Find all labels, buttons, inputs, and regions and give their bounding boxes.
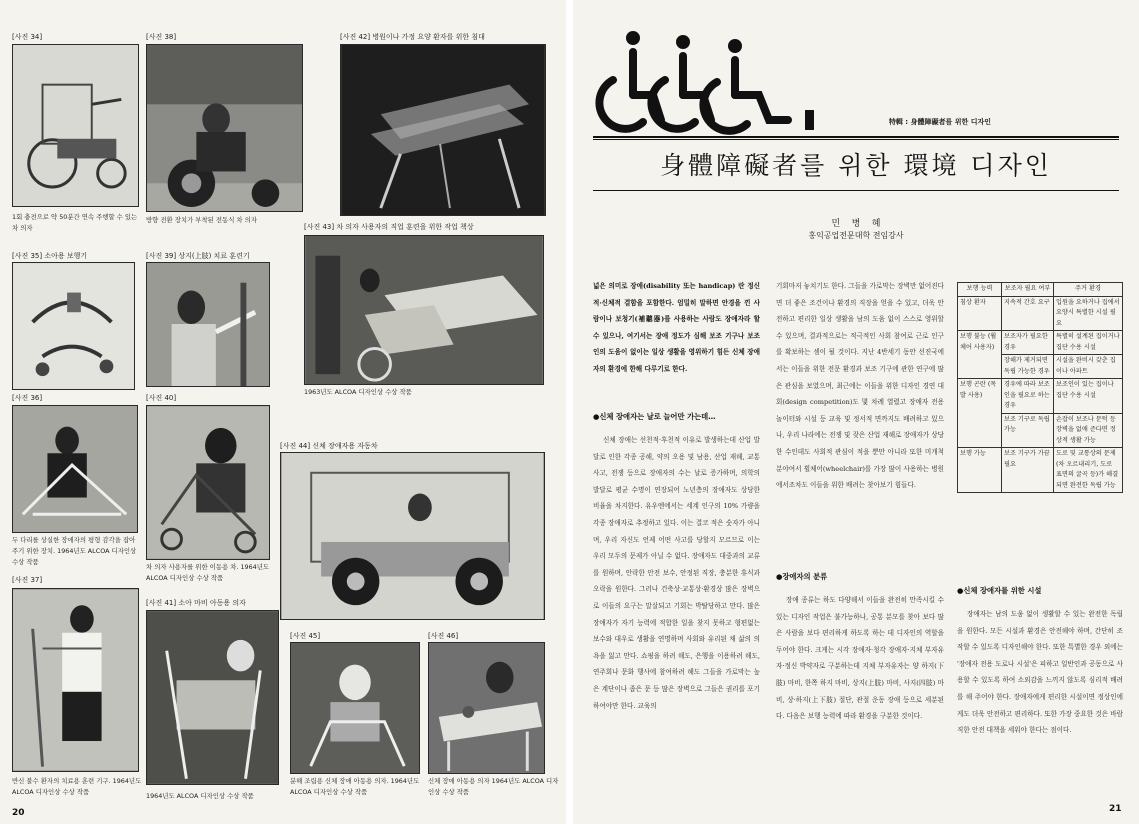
table-cell: 특별히 설계된 집이거나 집단 수용 시설 [1054, 331, 1123, 355]
table-cell: 시설을 완비시 갖춘 집이나 아파트 [1054, 355, 1123, 379]
page-number-right: 21 [1109, 804, 1122, 814]
table-cell: 보조 기구가 가끔 필요 [1002, 448, 1054, 493]
intro-paragraph: 넓은 의미로 장애(disability 또는 handicap) 란 정신적·신체적 결함을 포함한다. 엄밀히 말하면 안경을 낀 사람이나 보청기(補聽器)를 사용하는 사람도 장애자라 할 수 있으나, 여기서는 장애 정도가 심해 보조 기구나 보조인의 도움이 없이는 일상 생활을 영위하기 힘든 신체 장애자의 환경에 한해 다루기로 한다. [593, 282, 760, 373]
walking-ability-table [957, 282, 1123, 493]
photo-label-37: [사진 37] [12, 576, 43, 584]
photo-caption-40: 차 의자 사용자를 위한 이동용 차. 1964년도 ALCOA 디자인상 수상 작품 [146, 563, 270, 582]
table-cell: 장해가 제거되면 독립 가능한 경우 [1002, 355, 1054, 379]
table-header-cell: 보조자 필요 여부 [1002, 283, 1054, 297]
photo-caption-43: 1963년도 ALCOA 디자인상 수상 작품 [304, 388, 412, 396]
title-rule-top [593, 136, 1119, 138]
right-page [573, 0, 1139, 824]
photo-label-35: [사진 35] 소아용 보행기 [12, 252, 88, 260]
table-row [958, 296, 1123, 331]
table-header-cell: 보행 능력 [958, 283, 1002, 297]
table-cell: 보조인이 있는 집이나 집단 수용 시설 [1054, 379, 1123, 414]
title-rule-top-thin [593, 139, 1119, 140]
photo-caption-36: 두 다리를 상실한 장애자의 평형 감각을 잡아 주기 위한 장치. 1964년도 ALCOA 디자인상 수상 작품 [12, 536, 137, 566]
table-row [958, 379, 1123, 414]
photo-caption-45: 분해 조립용 신체 장애 아동용 의자. 1964년도 ALCOA 디자인상 수상 작품 [290, 777, 420, 796]
title-rule-bottom [593, 190, 1119, 191]
author-affiliation: 홍익공업전문대학 전임강사 [808, 231, 904, 240]
photo-45-knockdown-chair [290, 642, 420, 774]
table-header-cell: 주거 환경 [1054, 283, 1123, 297]
page-gutter [566, 0, 573, 824]
photo-label-36: [사진 36] [12, 394, 43, 402]
photo-label-38: [사진 38] [146, 33, 177, 41]
section-heading-2: ●장애자의 분류 [776, 572, 828, 581]
photo-label-45: [사진 45] [290, 632, 321, 640]
photo-35-child-walker [12, 262, 135, 390]
column-2-body-b: 장애 종류는 하도 다양해서 이들을 완전히 만족시킬 수 있는 디자인 작업은 불가능하나, 공통 분모를 찾아 보다 많은 사람을 보다 편리하게 하도록 하는 데 디자인의 역할을 두어야 한다. 크게는 시각 장애자·청각 장애자·지체 부자유자·정신 박약자로 구분하는데 지체 부자유자는 양 하지(下肢) 마비, 한쪽 하지 마비, 상지(上肢) 마비, 사지(四肢) 마비, 상·하지(上下肢) 절단, 관절 운동 장애 등으로 세분된다. 다음은 보행 능력에 따라 환경을 구분한 것이다. [776, 596, 944, 721]
table-cell: 보조 기구로 독립 가능 [1002, 413, 1054, 448]
photo-label-34: [사진 34] [12, 33, 43, 41]
column-2-body: 기회마저 놓치기도 한다. 그들을 가로막는 장벽만 없어진다면 더 좋은 조건이나 환경의 직장을 얻을 수 있고, 더욱 안전하고 편리한 일상 생활을 남의 도움 없이 스스로 영위할 수 있으며, 결과적으로는 적극적인 사회 참여로 근로 인구를 확보하는 셈이 될 것이다. 지난 4반세기 동안 선진국에서는 이들을 위한 전문 환경과 보조 기구에 관한 연구에 많은 관심을 보였으며, 최근에는 이들을 위한 디자인 경연 대회(design competition)도 몇 차례 열렸고 장애자 전용 놀이터와 시설 등 교육 및 정서적 면까지도 배려하고 있으나, 우리 나라에는 전쟁 및 잦은 산업 재해로 장애자가 상당한 수인데도 사회적 관심이 적을 뿐만 아니라 또한 미개척 분야여서 휠체어(wheelchair)를 가장 많이 사용하는 병원에서조차도 이들을 위한 배려는 찾아보기 힘들다. [776, 282, 944, 490]
photo-37-therapy-device [12, 588, 139, 772]
section-heading-1: ●신체 장애자는 날로 늘어만 가는데… [593, 412, 716, 421]
section-heading-3: ●신체 장애자를 위한 시설 [957, 586, 1042, 595]
photo-41-child-chair [146, 610, 279, 785]
table-row [958, 331, 1123, 355]
left-page [0, 0, 566, 824]
table-cell: 경우에 따라 보조인을 필요로 하는 경우 [1002, 379, 1054, 414]
page-number-left: 20 [12, 808, 25, 818]
table-cell: 지속적 간호 요구 [1002, 296, 1054, 331]
table-cell: 보행 가능 [958, 448, 1002, 493]
photo-caption-46: 신체 장애 아동용 의자 1964년도 ALCOA 디자인상 수상 작품 [428, 777, 559, 796]
table-header-row [958, 283, 1123, 297]
table-cell: 손잡이 보조나 문턱 등 장벽을 없애 준다면 정상적 생활 가능 [1054, 413, 1123, 448]
photo-36-balance-device [12, 405, 138, 533]
photo-46-child-seat [428, 642, 545, 774]
feature-tag: 特輯 : 身體障礙者를 위한 디자인 [888, 118, 991, 126]
table-cell: 입원을 요하거나 집에서 요양시 특별한 시설 필요 [1054, 296, 1123, 331]
photo-label-43: [사진 43] 차 의자 사용자의 직업 훈련을 위한 작업 책상 [304, 223, 474, 231]
photo-38-powered-chair [146, 44, 303, 212]
accessibility-logo [593, 20, 808, 140]
photo-label-44: [사진 44] 신체 장애자용 자동차 [280, 442, 378, 450]
photo-caption-37: 반신 불수 환자의 치료용 훈련 기구. 1964년도 ALCOA 디자인상 수상 작품 [12, 777, 142, 796]
photo-caption-34: 1회 충전으로 약 50분간 연속 주행할 수 있는 차 의자 [12, 213, 138, 232]
photo-42-bed [340, 44, 546, 216]
column-3-body: 장애자는 남의 도움 없이 생활할 수 있는 완전한 독립을 원한다. 모든 시설과 환경은 안전해야 하며, 간단히 조작할 수 있도록 디자인해야 한다. 또한 특별한 경우 외에는 '장애자 전용 도로나 시설'은 피하고 일반인과 공동으로 사용할 수 있도록 하여 소외감을 느끼지 않도록 심리적 배려를 해 주어야 한다. 장애자에게 편리한 시설이면 정상인에게도 더욱 안전하고 편리하다. 또한 가장 중요한 것은 바람직한 안전 대책을 세워야 한다는 점이다. [957, 610, 1123, 735]
photo-39-arm-trainer [146, 262, 270, 387]
photo-label-46: [사진 46] [428, 632, 459, 640]
photo-40-mobility-cart [146, 405, 270, 560]
photo-label-39: [사진 39] 상지(上肢) 치료 훈련기 [146, 252, 250, 260]
photo-label-40: [사진 40] [146, 394, 177, 402]
table-row [958, 448, 1123, 493]
photo-caption-41: 1964년도 ALCOA 디자인상 수상 작품 [146, 792, 254, 800]
photo-label-41: [사진 41] 소아 마비 아동용 의자 [146, 599, 246, 607]
page-title: 身體障礙者를 위한 環境 디자인 [660, 151, 1052, 180]
photo-44-vehicle [280, 452, 545, 620]
table-cell: 보행 불능 (휠체어 사용자) [958, 331, 1002, 379]
table-cell: 침상 환자 [958, 296, 1002, 331]
photo-34-electric-wheelchair [12, 44, 139, 207]
table-cell: 보행 곤란 (목발 사용) [958, 379, 1002, 448]
table-cell: 보조자가 필요한 경우 [1002, 331, 1054, 355]
photo-caption-38: 방향 전환 장치가 부착된 전동식 차 의자 [146, 216, 257, 224]
photo-label-42: [사진 42] 병원이나 가정 요양 환자를 위한 침대 [340, 33, 485, 41]
table-cell: 도로 및 교통상의 문제(차 오르내리기, 도로 표면의 굴곡 등)가 해결되면 완전한 독립 가능 [1054, 448, 1123, 493]
author-name: 민 병 혜 [831, 219, 881, 229]
column-1-body: 신체 장애는 선천적·후천적 이유로 발생하는데 산업 발달로 인한 각종 공해, 약의 오용 및 남용, 산업 재해, 교통 사고, 전쟁 등으로 장애자의 수는 날로 증가하며, 의학의 발달로 평균 수명이 연장되어 노년층의 장애자도 상당한 비율을 차지한다. 유우엔에서는 세계 인구의 10% 가량을 각종 장애자로 추정하고 있다. 이는 결코 적은 숫자가 아니며, 우리 자신도 언제 어떤 사고를 당할지 모르므로 이는 우리 모두의 문제가 아닐 수 없다. 장애자도 대중과의 교류를 원하며, 안락한 안전 보수, 안정된 직장, 충분한 휴식과 오락을 원한다. 그러나 건축상·교통상·환경상 많은 장벽으로 이들의 요구는 말살되고 기회는 박탈당하고 만다. 많은 장애자가 자기 능력에 적합한 일을 찾지 못하고 형편없는 보수와 대우로 생활을 연명하며 사회와 유리된 채 삶의 의욕을 잃고 만다. 쇼핑을 하려 해도, 은행을 이용하려 해도, 연주회나 문화 행사에 참여하려 해도 그들을 가로막는 높은 계단이나 좁은 문 등 많은 장벽으로 그들은 권리를 포기하여야만 한다. 교육의 [593, 436, 760, 710]
photo-43-work-desk [304, 235, 544, 385]
